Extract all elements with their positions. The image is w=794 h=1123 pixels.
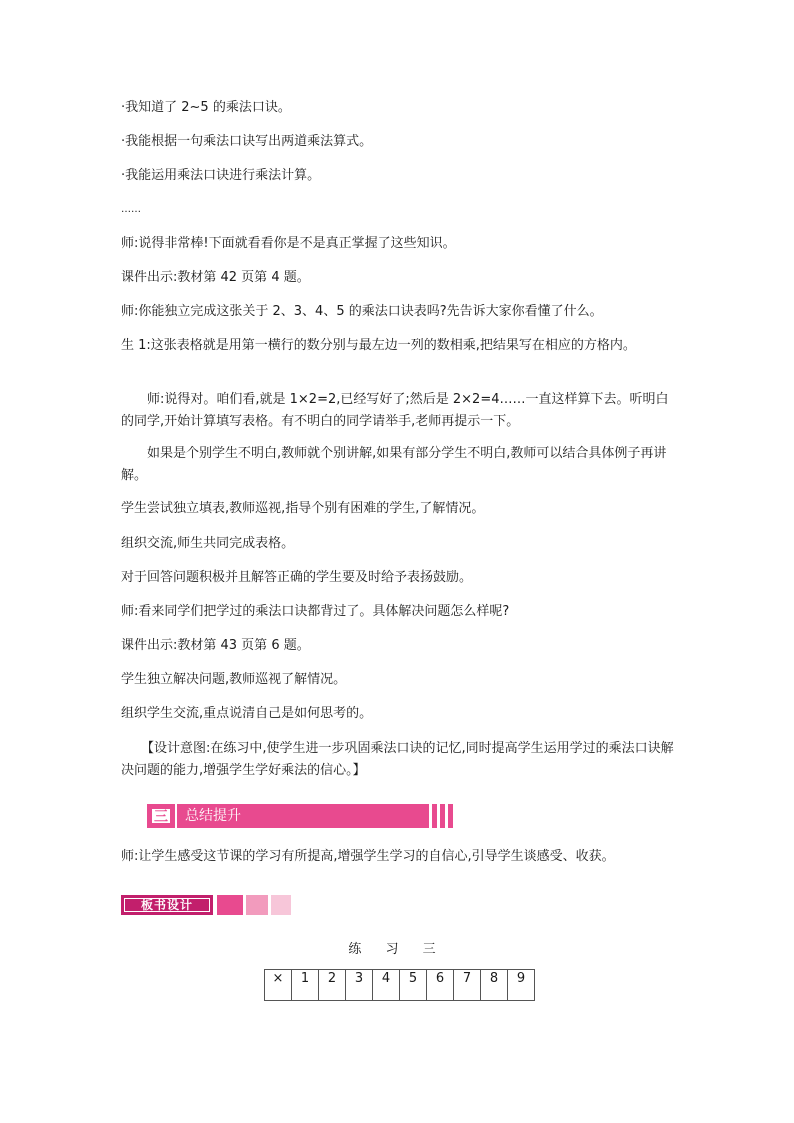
paragraph: 课件出示:教材第 43 页第 6 题。 bbox=[121, 638, 310, 653]
paragraph: ·我能根据一句乘法口诀写出两道乘法算式。 bbox=[121, 134, 373, 149]
section-number: 三 bbox=[154, 809, 168, 825]
table-cell: 2 bbox=[319, 970, 346, 1001]
section-title-bar bbox=[177, 804, 453, 828]
design-intent-note: 【设计意图:在练习中,使学生进一步巩固乘法口诀的记忆,同时提高学生运用学过的乘法口诀解决问题的能力,增强学生学好乘法的信心。】 bbox=[121, 741, 674, 778]
paragraph: ·我知道了 2~5 的乘法口诀。 bbox=[121, 100, 291, 115]
paragraph: 学生尝试独立填表,教师巡视,指导个别有困难的学生,了解情况。 bbox=[121, 501, 485, 516]
board-title: 练 习 三 bbox=[348, 942, 446, 957]
table-cell: 7 bbox=[454, 970, 481, 1001]
paragraph: ·我能运用乘法口诀进行乘法计算。 bbox=[121, 168, 321, 183]
section-title: 总结提升 bbox=[185, 808, 241, 824]
paragraph: 师:看来同学们把学过的乘法口诀都背过了。具体解决问题怎么样呢? bbox=[121, 604, 510, 619]
table-cell: 4 bbox=[373, 970, 400, 1001]
table-cell: 9 bbox=[508, 970, 535, 1001]
decor-square bbox=[271, 895, 291, 915]
table-cell: 1 bbox=[292, 970, 319, 1001]
paragraph: 师:说得非常棒!下面就看看你是不是真正掌握了这些知识。 bbox=[121, 236, 456, 251]
paragraph: 生 1:这张表格就是用第一横行的数分别与最左边一列的数相乘,把结果写在相应的方格内。 bbox=[121, 338, 636, 353]
summary-paragraph: 师:让学生感受这节课的学习有所提高,增强学生学习的自信心,引导学生谈感受、收获。 bbox=[121, 849, 615, 864]
table-cell: 6 bbox=[427, 970, 454, 1001]
table-row bbox=[265, 970, 535, 1001]
decor-square bbox=[246, 895, 268, 915]
section-header bbox=[147, 804, 339, 828]
table-cell: × bbox=[265, 970, 292, 1001]
multiplication-table bbox=[264, 969, 535, 1001]
paragraph: 组织交流,师生共同完成表格。 bbox=[121, 536, 295, 551]
table-cell: 5 bbox=[400, 970, 427, 1001]
paragraph: 师:说得对。咱们看,就是 1×2=2,已经写好了;然后是 2×2=4……一直这样算下去。听明白的同学,开始计算填写表格。有不明白的同学请举手,老师再提示一下。 bbox=[121, 392, 669, 429]
paragraph: 课件出示:教材第 42 页第 4 题。 bbox=[121, 270, 310, 285]
board-design-header bbox=[121, 895, 301, 917]
paragraph: 对于回答问题积极并且解答正确的学生要及时给予表扬鼓励。 bbox=[121, 570, 473, 585]
ellipsis: …… bbox=[121, 204, 141, 215]
paragraph: 学生独立解决问题,教师巡视了解情况。 bbox=[121, 672, 347, 687]
table-cell: 3 bbox=[346, 970, 373, 1001]
section-number-box bbox=[147, 804, 175, 828]
paragraph: 如果是个别学生不明白,教师就个别讲解,如果有部分学生不明白,教师可以结合具体例子再讲解。 bbox=[121, 446, 667, 483]
decor-square bbox=[217, 895, 243, 915]
paragraph: 组织学生交流,重点说清自己是如何思考的。 bbox=[121, 706, 373, 721]
board-design-label: 板书设计 bbox=[121, 895, 213, 915]
table-cell: 8 bbox=[481, 970, 508, 1001]
paragraph: 师:你能独立完成这张关于 2、3、4、5 的乘法口诀表吗?先告诉大家你看懂了什么。 bbox=[121, 304, 603, 319]
